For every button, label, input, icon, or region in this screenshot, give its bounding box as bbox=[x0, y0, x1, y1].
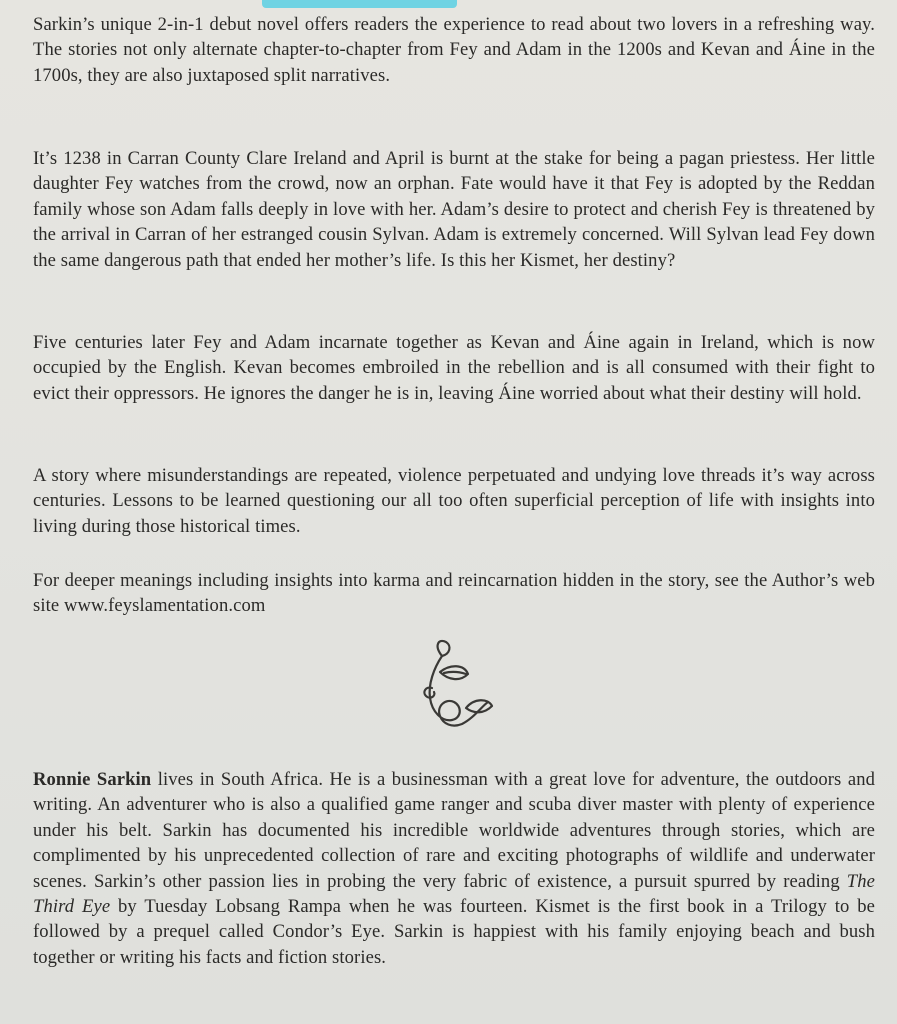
blurb-paragraph-five-centuries: Five centuries later Fey and Adam incarnate together as Kevan and Áine again in Ireland, which is now occupied by the English. Kevan becomes embroiled in the rebellion and is all consumed with their fight to evict their oppressors. He ignores the danger he is in, leaving Áine worried about what their destiny will hold. bbox=[33, 332, 875, 404]
book-title-the-third-eye: The Third Eye bbox=[33, 870, 875, 918]
author-bio-text-part-2: by Tuesday Lobsang Rampa when he was fourteen. Kismet is the first book in a Trilogy to be followed by a prequel called Condor’s Eye. Sarkin is happiest with his family enjoying beach and bush together or writing his facts and fiction stories. bbox=[33, 896, 875, 968]
author-bio-text-part-1: lives in South Africa. He is a businessman with a great love for adventure, the outdoors and writing. An adventurer who is also a qualified game ranger and scuba diver master with plenty of experience under his belt. Sarkin has documented his incredible worldwide adventures through stories, which are complimented by his unprecedented collection of rare and exciting photographs of wildlife and underwater scenes. Sarkin’s other passion lies in probing the very fabric of existence, a pursuit spurred by reading bbox=[33, 769, 875, 892]
cover-accent-strip bbox=[262, 0, 457, 8]
blurb-paragraph-story-summary: A story where misunderstandings are repeated, violence perpetuated and undying love threads it’s way across centuries. Lessons to be learned questioning our all too often superficial perception of life with insights into living during those historical times. bbox=[33, 465, 875, 537]
author-name: Ronnie Sarkin bbox=[33, 769, 152, 790]
blurb-paragraph-intro: Sarkin’s unique 2-in-1 debut novel offers readers the experience to read about two lovers in a refreshing way. The stories not only alternate chapter-to-chapter from Fey and Adam in the 1200s and Kevan and Áine in the 1700s, they are also juxtaposed split narratives. bbox=[33, 14, 875, 86]
blurb-paragraph-1238: It’s 1238 in Carran County Clare Ireland and April is burnt at the stake for being a pagan priestess. Her little daughter Fey watches from the crowd, now an orphan. Fate would have it that Fey is adopted by the Reddan family whose son Adam falls deeply in love with her. Adam’s desire to protect and cherish Fey is threatened by the arrival in Carran of her estranged cousin Sylvan. Adam is extremely concerned. Will Sylvan lead Fey down the same dangerous path that ended her mother’s life. Is this her Kismet, her destiny? bbox=[33, 148, 875, 271]
author-bio-paragraph bbox=[33, 767, 875, 970]
blurb-paragraph-website: For deeper meanings including insights into karma and reincarnation hidden in the story, see the Author’s web site www.feyslamentation.com bbox=[33, 570, 875, 617]
leaf-swirl-ornament-icon bbox=[404, 636, 496, 736]
